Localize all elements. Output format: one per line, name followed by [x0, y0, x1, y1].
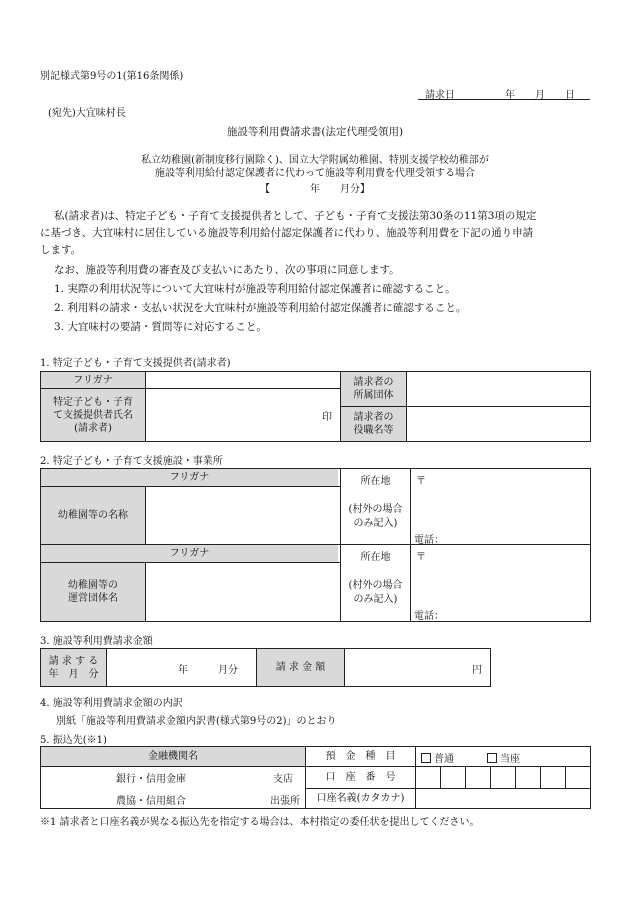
addressee: (宛先)大宜味村長 — [48, 108, 126, 119]
declaration-line-3: します。 — [40, 244, 82, 256]
operator-furigana-label: フリガナ — [41, 545, 338, 562]
facility-furigana-label: フリガナ — [41, 469, 338, 486]
account-holder-input[interactable] — [418, 790, 588, 807]
declaration-line-2: に基づき、大宜味村に居住している施設等利用給付認定保護者に代わり、施設等利用費を下記の通り申請 — [40, 227, 534, 239]
phone-label: 電話： — [414, 535, 444, 546]
consent-item: 1. 実際の利用状況等について大宜味村が施設等利用給付認定保護者に確認すること。 — [54, 283, 456, 295]
account-type-current[interactable]: 当座 — [487, 750, 520, 765]
bank-name-header: 金融機関名 — [41, 747, 305, 766]
provider-name-label: 特定子ども・子育 て支援提供者氏名 (請求者) — [41, 389, 145, 441]
section-5-heading: 5. 振込先(※1) — [40, 735, 107, 746]
operator-address-input[interactable] — [430, 548, 588, 603]
consent-item: 3. 大宜味村の要請・質問等に対応すること。 — [54, 321, 267, 333]
organization-label: 請求者の 所属団体 — [341, 372, 406, 406]
seal-mark: 印 — [322, 412, 332, 423]
location-label-2: 所在地 (村外の場合 のみ記入) — [348, 552, 403, 605]
billing-month-value[interactable]: 年 月分 — [178, 665, 238, 676]
postal-mark: 〒 — [416, 552, 426, 563]
footnote: ※1 請求者と口座名義が異なる振込先を指定する場合は、本村指定の委任状を提出してください。 — [40, 817, 480, 828]
billing-period[interactable]: 【 年 月分】 — [260, 184, 370, 195]
subtitle-line-2: 施設等利用給付認定保護者に代わって施設等利用費を代理受領する場合 — [155, 168, 475, 179]
consent-item: 2. 利用料の請求・支払い状況を大宜味村が施設等利用給付認定保護者に確認すること。 — [54, 302, 467, 314]
provider-furigana-label: フリガナ — [41, 372, 145, 388]
amount-label: 請 求 金 額 — [257, 649, 344, 686]
account-type-normal[interactable]: 普通 — [421, 750, 454, 765]
branch-label: 支店 — [273, 774, 293, 785]
section-2-heading: 2. 特定子ども・子育て支援施設・事業所 — [40, 456, 223, 467]
organization-input[interactable] — [410, 373, 588, 404]
section-4-detail: 別紙「施設等利用費請求金額内訳書(様式第9号の2)」のとおり — [56, 716, 337, 727]
request-date[interactable]: 請求日 年 月 日 — [425, 90, 575, 101]
page-title: 施設等利用費請求書(法定代理受領用) — [226, 126, 404, 138]
bank-type-label: 銀行・信用金庫 — [116, 774, 186, 785]
amount-input[interactable] — [348, 651, 468, 684]
provider-furigana-input[interactable] — [150, 372, 338, 388]
section-1-heading: 1. 特定子ども・子育て支援提供者(請求者) — [40, 358, 231, 369]
currency-unit: 円 — [472, 665, 482, 676]
section-3-heading: 3. 施設等利用費請求金額 — [40, 636, 153, 647]
account-number-label: 口 座 番 号 — [325, 772, 396, 783]
form-number: 別記様式第9号の1(第16条関係) — [40, 71, 184, 82]
billing-month-label: 請 求 す る 年 月 分 — [41, 649, 106, 686]
checkbox-icon[interactable] — [487, 753, 497, 763]
bank-name-input[interactable] — [44, 769, 114, 805]
facility-name-input[interactable] — [150, 488, 338, 542]
provider-name-input[interactable] — [150, 390, 338, 440]
account-type-label: 預 金 種 目 — [325, 751, 396, 762]
operator-name-input[interactable] — [150, 564, 338, 619]
declaration-line-1: 私(請求者)は、特定子ども・子育て支援提供者として、子ども・子育て支援法第30条の11第3項の規定 — [54, 210, 537, 222]
subtitle-line-1: 私立幼稚園(新制度移行園除く)、国立大学附属幼稚園、特別支援学校幼稚部が — [141, 155, 489, 166]
position-input[interactable] — [410, 408, 588, 439]
coop-type-label: 農協・信用組合 — [116, 796, 186, 807]
account-number-input[interactable] — [418, 768, 588, 787]
facility-address-input[interactable] — [430, 472, 588, 527]
operator-name-label: 幼稚園等の 運営団体名 — [41, 563, 145, 621]
location-label-1: 所在地 (村外の場合 のみ記入) — [348, 476, 403, 529]
postal-mark: 〒 — [416, 476, 426, 487]
account-holder-label: 口座名義(カタカナ) — [316, 793, 405, 804]
position-label: 請求者の 役職名等 — [341, 407, 406, 441]
consent-intro: なお、施設等利用費の審査及び支払いにあたり、次の事項に同意します。 — [54, 264, 400, 276]
checkbox-icon[interactable] — [421, 753, 431, 763]
section-4-heading: 4. 施設等利用費請求金額の内訳 — [40, 698, 183, 709]
facility-name-label: 幼稚園等の名称 — [41, 487, 145, 544]
branch-name-input[interactable] — [210, 769, 270, 805]
phone-label: 電話： — [414, 611, 444, 622]
sub-office-label: 出張所 — [270, 796, 300, 807]
